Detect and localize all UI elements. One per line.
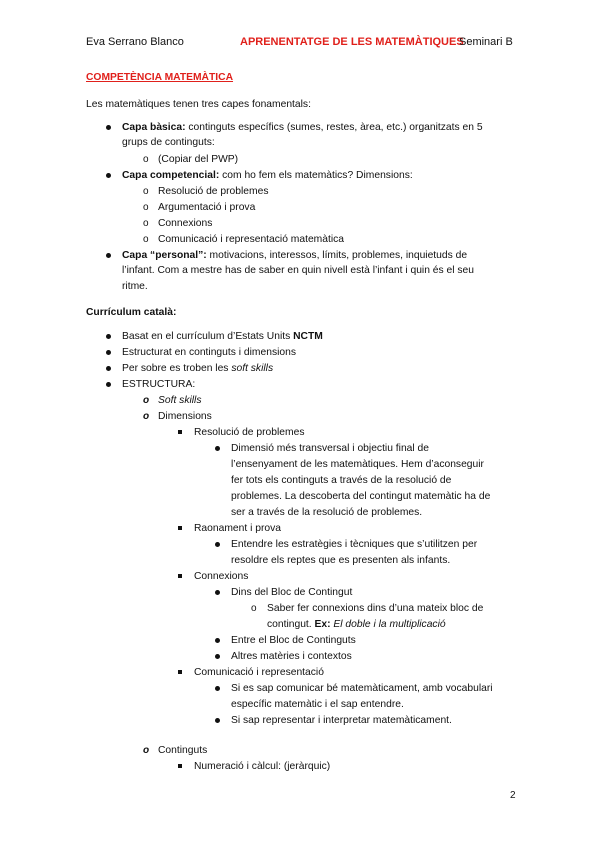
capa-basica-label: Capa bàsica: <box>122 122 186 133</box>
circle-bullet-icon: o <box>143 186 149 197</box>
saber-fer-contingut: contingut. <box>267 619 315 630</box>
capa-comp-label: Capa competencial: <box>122 170 220 181</box>
circle-bullet-icon: o <box>143 234 149 245</box>
curriculum-item <box>122 361 273 376</box>
capa-pers-text-2: l’infant. Com a mestre has de saber en quin nivell està l’infant i quin és el seu <box>122 265 475 276</box>
header-author: Eva Serrano Blanco <box>86 36 184 48</box>
circle-bullet-icon: o <box>143 411 150 422</box>
entre-bloc-item: Entre el Bloc de Continguts <box>231 635 356 646</box>
intro-text: Les matemàtiques tenen tres capes fonamentals: <box>86 99 311 110</box>
saber-fer-text-2 <box>267 617 446 632</box>
comunicacio-text: Si sap representar i interpretar matemàticament. <box>231 715 452 726</box>
example-label: Ex: <box>314 619 334 630</box>
resolucio-text: fer tots els continguts a través de la resolució de <box>231 475 452 486</box>
raonament-text: resoldre els reptes que es presenten als infants. <box>231 555 451 566</box>
connexions-item: Connexions <box>194 571 249 582</box>
header-title: APRENENTATGE DE LES MATEMÀTIQUES <box>240 36 464 48</box>
nctm-label: NCTM <box>293 331 323 342</box>
capa-pers-label: Capa “personal”: <box>122 250 207 261</box>
comunicacio-text: específic matemàtic i el sap entendre. <box>231 699 404 710</box>
raonament-text: Entendre les estratègies i tècniques que s’utilitzen per <box>231 539 478 550</box>
resolucio-text: problemes. La descoberta del contingut matemàtic ha de <box>231 491 491 502</box>
soft-skills-item: Soft skills <box>158 395 202 406</box>
numeracio-item: Numeració i càlcul: (jeràrquic) <box>194 761 331 772</box>
capa-comp-text: com ho fem els matemàtics? Dimensions: <box>219 170 413 181</box>
circle-bullet-icon: o <box>143 745 150 756</box>
section-heading-curriculum: Currículum català: <box>86 307 177 318</box>
dimension-item: Argumentació i prova <box>158 202 256 213</box>
capa-basica-sub: (Copiar del PWP) <box>158 154 239 165</box>
example-text: El doble i la multiplicació <box>333 619 446 630</box>
continguts-item: Continguts <box>158 745 208 756</box>
circle-bullet-icon: o <box>251 603 257 614</box>
capa-pers-text-3: ritme. <box>122 281 148 292</box>
resolucio-text: ser a través de la resolució de problemes. <box>231 507 423 518</box>
comunicacio-text: Si es sap comunicar bé matemàticament, amb vocabulari <box>231 683 493 694</box>
capa-basica-text: continguts específics (sumes, restes, àrea, etc.) organitzats en 5 <box>185 122 483 133</box>
resolucio-text: l’ensenyament de les matemàtiques. Hem d’aconseguir <box>231 459 484 470</box>
header-seminar: Seminari B <box>459 36 513 48</box>
circle-bullet-icon: o <box>143 202 149 213</box>
circle-bullet-icon: o <box>143 154 149 165</box>
circle-bullet-icon: o <box>143 218 149 229</box>
dins-bloc-item: Dins del Bloc de Contingut <box>231 587 353 598</box>
capa-pers-text: motivacions, interessos, límits, problemes, inquietuds de <box>206 250 468 261</box>
dimension-item: Connexions <box>158 218 213 229</box>
page-number: 2 <box>510 790 516 801</box>
resolucio-item: Resolució de problemes <box>194 427 305 438</box>
comunicacio-item: Comunicació i representació <box>194 667 324 678</box>
altres-item: Altres matèries i contextos <box>231 651 352 662</box>
raonament-item: Raonament i prova <box>194 523 282 534</box>
resolucio-text: Dimensió més transversal i objectiu final de <box>231 443 430 454</box>
curriculum-item: Estructurat en continguts i dimensions <box>122 347 296 358</box>
saber-fer-text: Saber fer connexions dins d’una mateix bloc de <box>267 603 484 614</box>
curriculum-item-text: Per sobre es troben les <box>122 363 232 374</box>
dimension-item: Comunicació i representació matemàtica <box>158 234 344 245</box>
soft-skills-inline: soft skills <box>231 363 274 374</box>
capa-pers-line <box>122 248 467 263</box>
capa-basica-text-2: grups de continguts: <box>122 137 215 148</box>
section-heading-competencia: COMPETÈNCIA MATEMÀTICA <box>86 72 234 83</box>
dimensions-item: Dimensions <box>158 411 212 422</box>
curriculum-item: ESTRUCTURA: <box>122 379 196 390</box>
capa-comp-line <box>122 168 413 183</box>
curriculum-item-text: Basat en el currículum d’Estats Units <box>122 331 294 342</box>
dimension-item: Resolució de problemes <box>158 186 269 197</box>
curriculum-item <box>122 329 323 344</box>
capa-basica-line <box>122 120 483 135</box>
circle-bullet-icon: o <box>143 395 150 406</box>
